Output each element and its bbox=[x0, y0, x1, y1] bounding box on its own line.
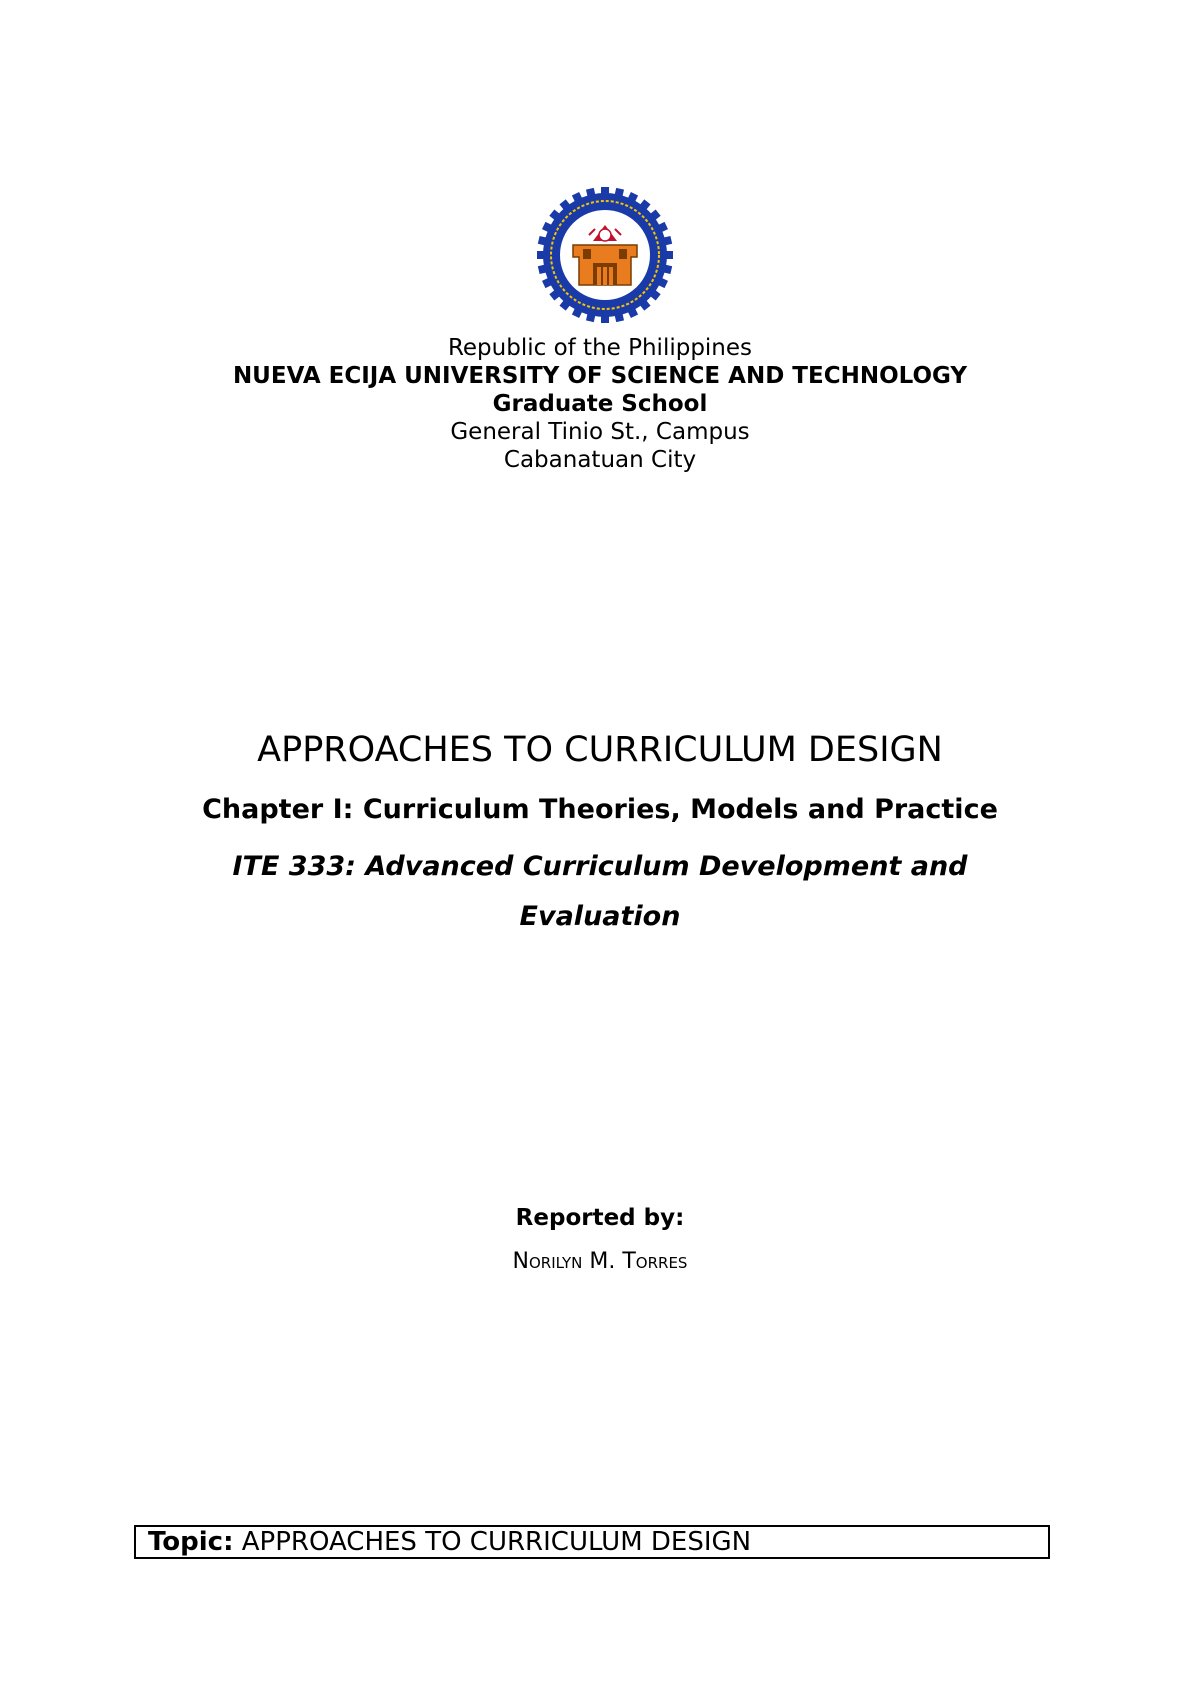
university-name: NUEVA ECIJA UNIVERSITY OF SCIENCE AND TECHNOLOGY bbox=[232, 363, 968, 389]
course-line-2: Evaluation bbox=[519, 901, 681, 932]
topic-value: APPROACHES TO CURRICULUM DESIGN bbox=[233, 1527, 752, 1557]
reported-by-label: Reported by: bbox=[515, 1205, 685, 1231]
topic-box bbox=[134, 1525, 1050, 1559]
reporter-name: Norilyn M. Torres bbox=[512, 1249, 688, 1274]
campus-line: General Tinio St., Campus bbox=[450, 419, 750, 445]
document-title: APPROACHES TO CURRICULUM DESIGN bbox=[257, 730, 943, 770]
school-name: Graduate School bbox=[492, 391, 708, 417]
chapter-heading: Chapter I: Curriculum Theories, Models and Practice bbox=[202, 794, 998, 825]
topic-label: Topic: bbox=[148, 1527, 234, 1557]
city-line: Cabanatuan City bbox=[503, 447, 697, 473]
institution-header bbox=[0, 334, 1200, 474]
university-seal-icon bbox=[535, 185, 675, 325]
course-line-1: ITE 333: Advanced Curriculum Development and bbox=[232, 851, 968, 882]
university-seal-logo bbox=[535, 185, 675, 325]
course-heading bbox=[0, 842, 1200, 942]
country-line: Republic of the Philippines bbox=[447, 335, 753, 361]
